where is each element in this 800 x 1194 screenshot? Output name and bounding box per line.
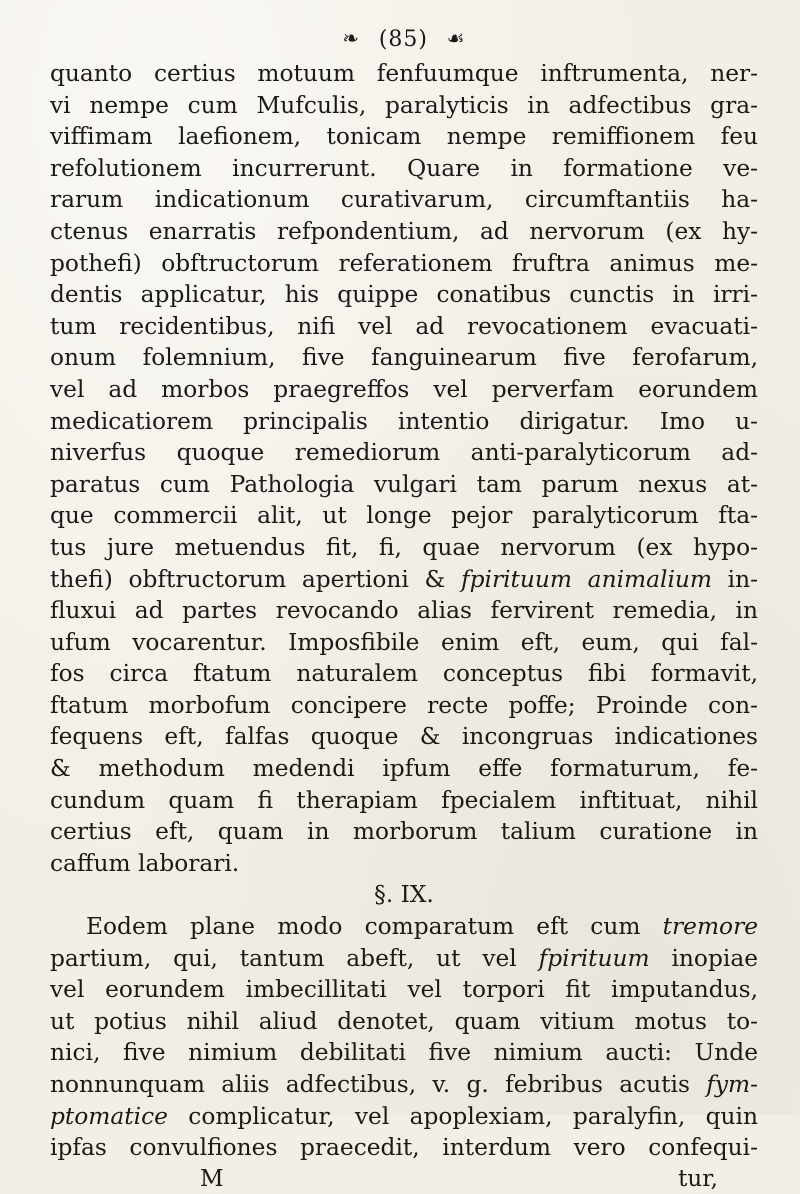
text-line: niverfus quoque remediorum anti-paralyticorum ad- xyxy=(50,439,758,467)
text-run: inopiae xyxy=(649,944,758,972)
text-line: fequens eft, falfas quoque & incongruas indicationes xyxy=(50,723,758,751)
text-run: complicatur, vel apoplexiam, paralyfin, quin xyxy=(167,1102,758,1130)
text-line: dentis applicatur, his quippe conatibus cunctis in irri- xyxy=(50,281,758,309)
italic-term: fpirituum animalium xyxy=(460,565,712,593)
text-line: fos circa ftatum naturalem conceptus fibi formavit, xyxy=(50,660,758,688)
text-line xyxy=(50,564,758,596)
ornament-right-icon: ☙ xyxy=(446,26,466,50)
running-header xyxy=(50,18,758,58)
text-line: tus jure metuendus fit, fi, quae nervorum (ex hypo- xyxy=(50,533,758,561)
text-line xyxy=(50,911,758,943)
text-line: pothefi) obftructorum referationem fruftra animus me- xyxy=(50,249,758,277)
text-line: medicatiorem principalis intentio dirigatur. Imo u- xyxy=(50,407,758,435)
text-line: nici, five nimium debilitati five nimium aucti: Unde xyxy=(50,1039,758,1067)
section-heading: §. IX. xyxy=(374,881,434,909)
page-number: (85) xyxy=(378,27,428,52)
text-line: vel ad morbos praegreffos vel perverfam eorundem xyxy=(50,375,758,403)
text-run: in- xyxy=(712,565,758,593)
text-line: & methodum medendi ipfum effe formaturum, fe- xyxy=(50,755,758,783)
text-line xyxy=(50,1101,758,1133)
catchword: tur, xyxy=(678,1165,718,1192)
text-line: certius eft, quam in morborum talium curatione in xyxy=(50,818,758,846)
text-line: que commercii alit, ut longe pejor paralyticorum fta- xyxy=(50,502,758,530)
text-line: refolutionem incurrerunt. Quare in formatione ve- xyxy=(50,154,758,182)
text-line: quanto certius motuum fenfuumque inftrumenta, ner- xyxy=(50,60,758,87)
italic-term: tremore xyxy=(662,913,758,941)
text-line: rarum indicationum curativarum, circumftantiis ha- xyxy=(50,186,758,214)
text-line: vi nempe cum Mufculis, paralyticis in adfectibus gra- xyxy=(50,91,758,119)
text-run: nonnunquam aliis adfectibus, v. g. febribus acutis xyxy=(50,1071,690,1098)
italic-term: fpirituum xyxy=(538,944,650,972)
text-line: ipfas convulfiones praecedit, interdum vero confequi- xyxy=(50,1134,758,1162)
text-line: cundum quam fi therapiam fpecialem inftituat, nihil xyxy=(50,786,758,814)
italic-term: ptomatice xyxy=(50,1102,168,1130)
body-text xyxy=(50,58,758,1164)
text-line: ftatum morbofum concipere recte poffe; Proinde con- xyxy=(50,691,758,719)
text-line: onum folemnium, five fanguinearum five ferofarum, xyxy=(50,344,758,372)
text-run: thefi) obftructorum apertioni & xyxy=(50,565,461,593)
text-line: caffum laborari. xyxy=(50,849,240,877)
text-run: Eodem plane modo comparatum eft cum xyxy=(86,913,663,941)
ornament-left-icon: ❧ xyxy=(342,26,361,50)
text-run: partium, qui, tantum abeft, ut vel xyxy=(50,944,539,972)
text-line: paratus cum Pathologia vulgari tam parum nexus at- xyxy=(50,470,758,498)
text-line: ut potius nihil aliud denotet, quam vitium motus to- xyxy=(50,1007,758,1035)
catchword-line xyxy=(50,1164,758,1194)
italic-term: fym- xyxy=(706,1071,758,1098)
text-line: viffimam laefionem, tonicam nempe remiffionem feu xyxy=(50,123,758,151)
text-line: ctenus enarratis refpondentium, ad nervorum (ex hy- xyxy=(50,217,758,245)
text-line: tum recidentibus, nifi vel ad revocationem evacuati- xyxy=(50,312,758,340)
text-line: vel eorundem imbecillitati vel torpori fit imputandus, xyxy=(50,976,758,1004)
text-line: ufum vocarentur. Imposfibile enim eft, eum, qui fal- xyxy=(50,628,758,656)
signature-mark: M xyxy=(200,1165,224,1192)
text-line xyxy=(50,943,758,975)
text-line xyxy=(50,1069,758,1101)
text-line: fluxui ad partes revocando alias fervirent remedia, in xyxy=(50,597,758,625)
